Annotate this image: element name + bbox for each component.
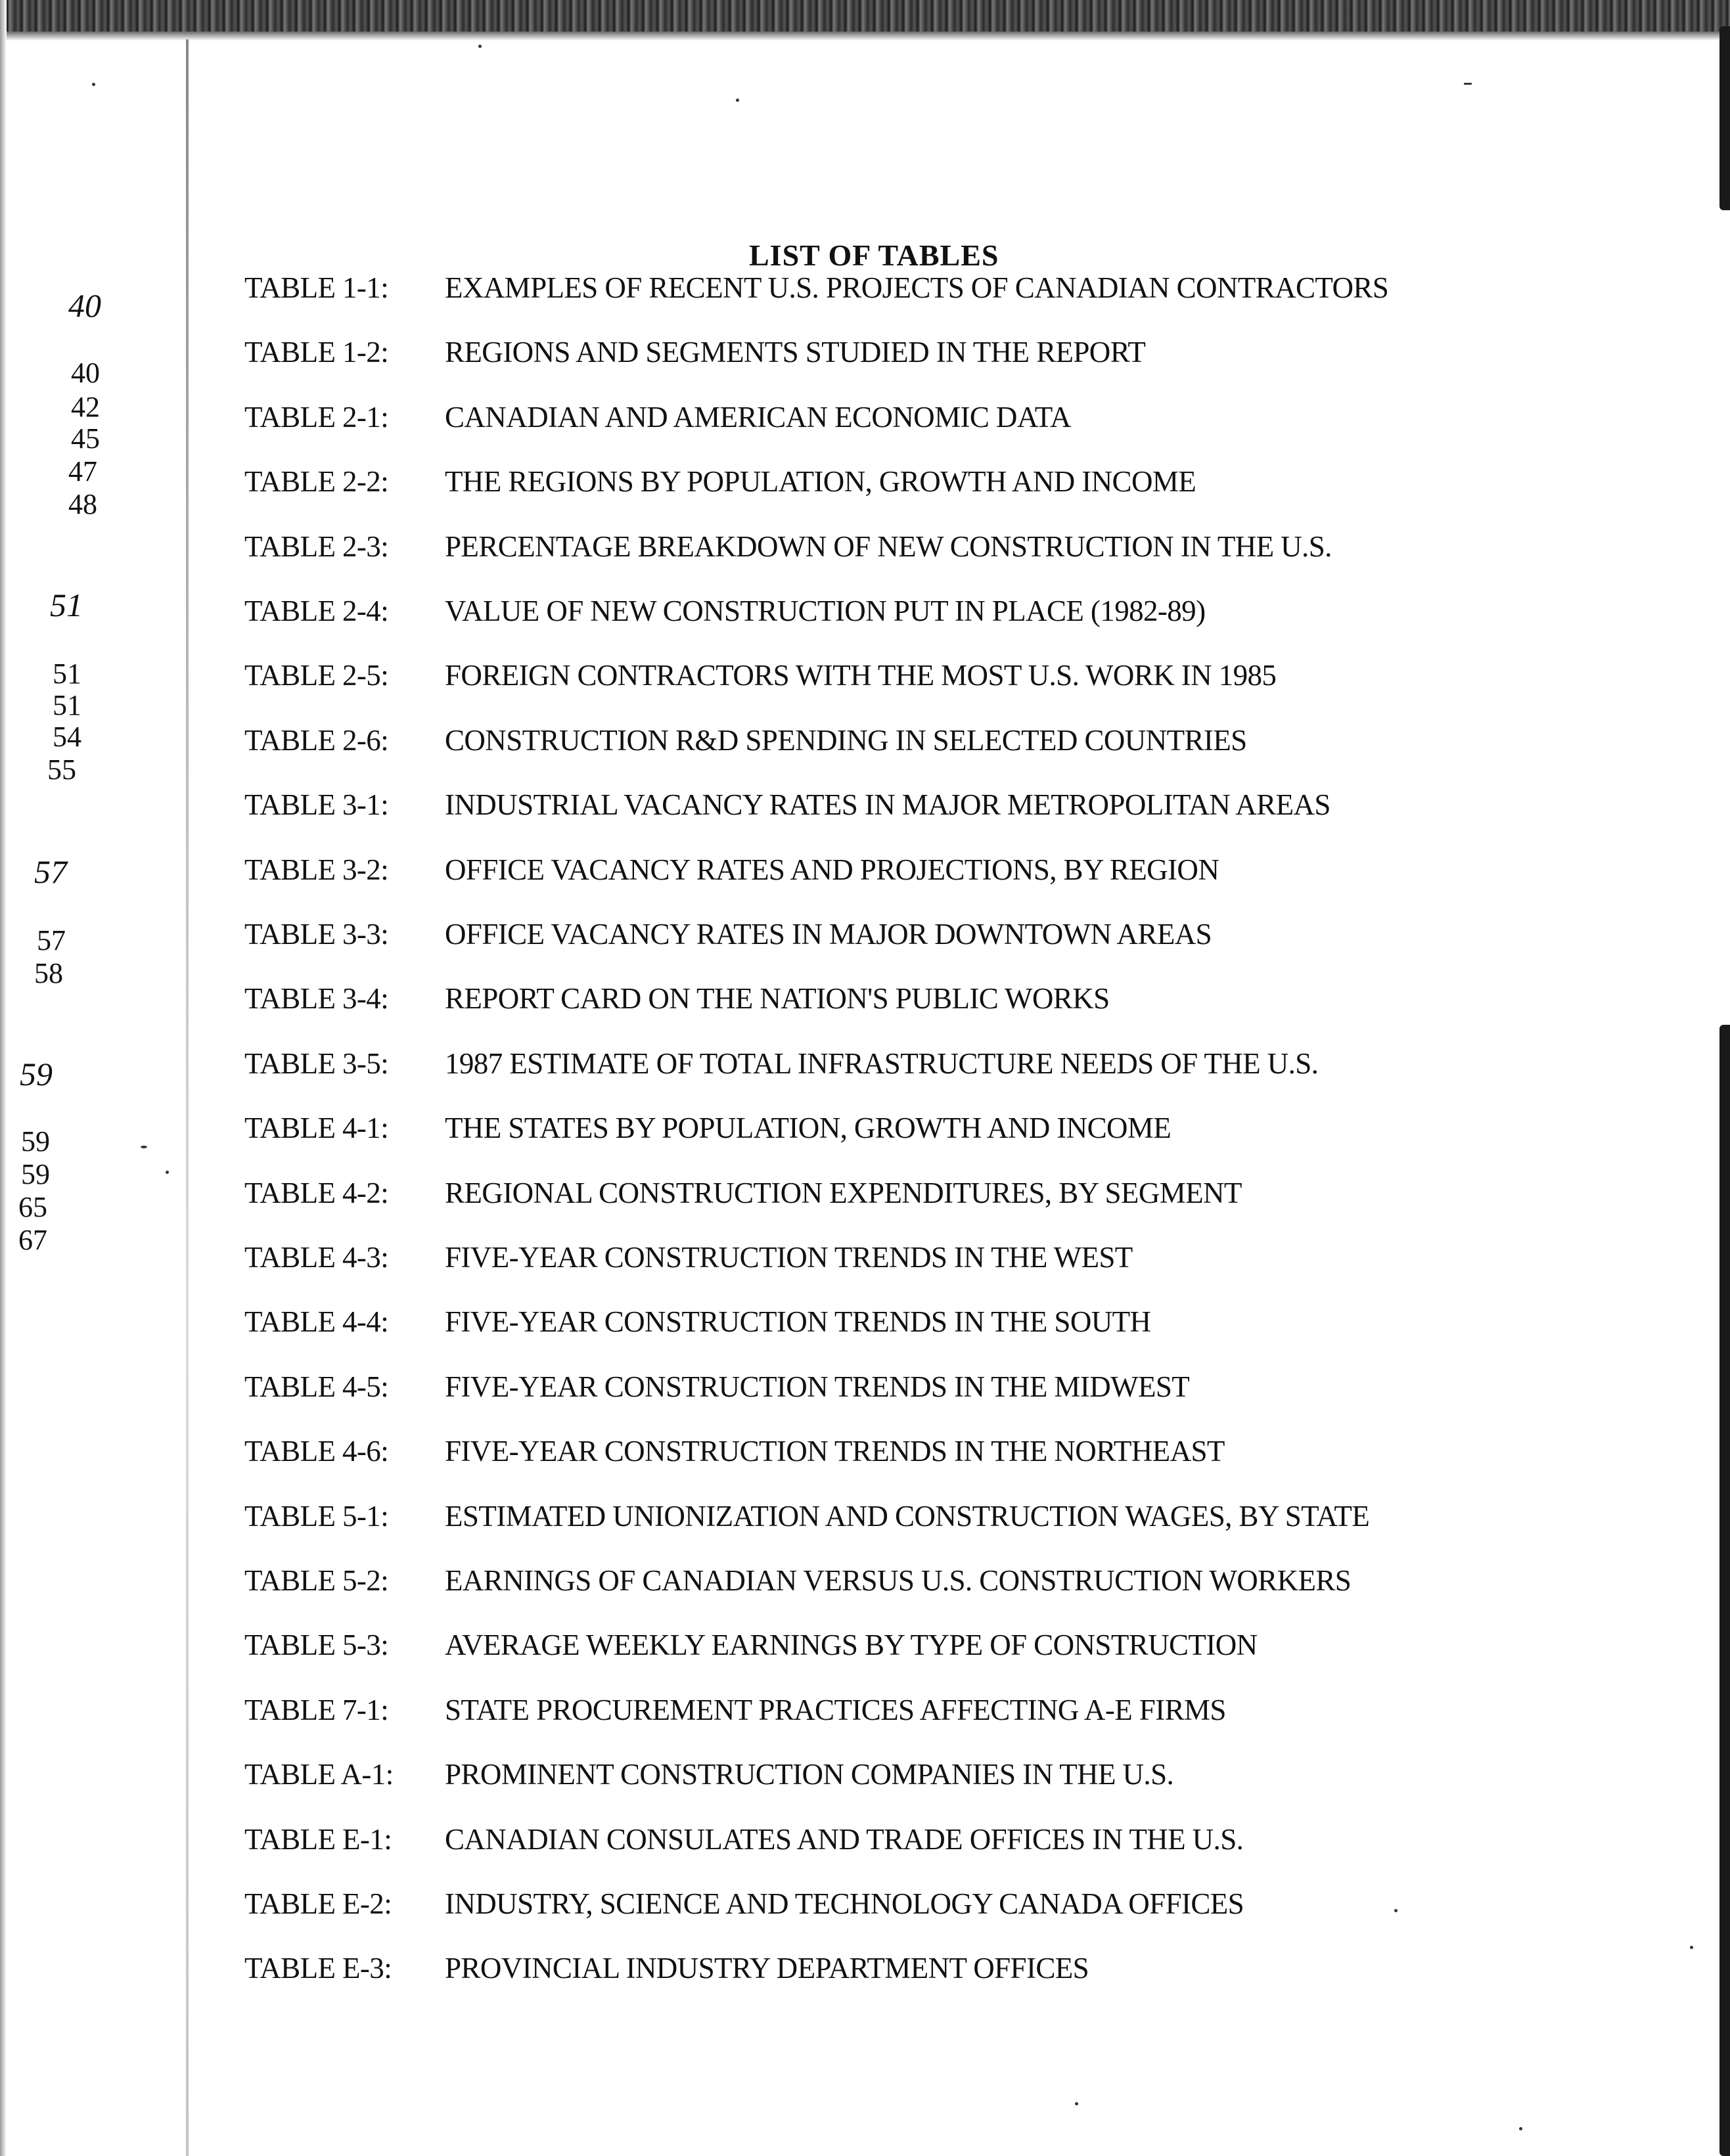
scan-speck (478, 45, 482, 48)
table-list-item (244, 1692, 1226, 1728)
margin-page-number: 42 (71, 391, 100, 423)
table-list-item (244, 722, 1247, 759)
table-title: 1987 ESTIMATE OF TOTAL INFRASTRUCTURE NEEDS OF THE U.S. (445, 1047, 1319, 1080)
table-list-item (244, 528, 1332, 565)
table-number: TABLE 1-2: (244, 336, 389, 369)
table-number: TABLE 1-1: (244, 271, 389, 304)
scan-speck (1394, 1909, 1398, 1912)
margin-page-number: 57 (34, 853, 67, 890)
table-list-item (244, 463, 1196, 500)
scan-right-edge-lower (1719, 1025, 1730, 2156)
table-title: EARNINGS OF CANADIAN VERSUS U.S. CONSTRUCTION WORKERS (445, 1564, 1352, 1597)
table-title: REGIONAL CONSTRUCTION EXPENDITURES, BY SEGMENT (445, 1177, 1242, 1209)
table-title: STATE PROCUREMENT PRACTICES AFFECTING A-E FIRMS (445, 1694, 1226, 1726)
table-number: TABLE 3-3: (244, 918, 389, 951)
margin-page-number: 40 (68, 287, 101, 324)
table-list-item (244, 786, 1331, 823)
table-list-item (244, 1239, 1133, 1276)
table-number: TABLE 5-3: (244, 1628, 389, 1661)
table-number: TABLE 2-2: (244, 465, 389, 498)
table-list-item (244, 1950, 1089, 1987)
table-number: TABLE 3-1: (244, 788, 389, 821)
table-list-item (244, 980, 1110, 1017)
table-list-item (244, 851, 1219, 888)
margin-page-number: 59 (21, 1158, 50, 1190)
margin-page-number: 54 (53, 721, 81, 753)
margin-page-number: 65 (18, 1191, 47, 1223)
table-number: TABLE 2-6: (244, 724, 389, 757)
table-title: VALUE OF NEW CONSTRUCTION PUT IN PLACE (1982-89) (445, 595, 1206, 627)
scan-speck (1464, 83, 1472, 85)
margin-page-number: 67 (18, 1224, 47, 1256)
table-list-item (244, 1627, 1258, 1663)
table-list-item (244, 1175, 1242, 1211)
table-title: ESTIMATED UNIONIZATION AND CONSTRUCTION WAGES, BY STATE (445, 1500, 1370, 1533)
table-list-item (244, 1756, 1173, 1793)
margin-page-number: 51 (50, 587, 83, 623)
table-title: OFFICE VACANCY RATES AND PROJECTIONS, BY REGION (445, 853, 1219, 886)
margin-page-number: 45 (71, 422, 100, 455)
table-number: TABLE 2-3: (244, 530, 389, 563)
margin-page-number: 47 (68, 455, 97, 487)
scan-right-edge-upper (1719, 26, 1730, 210)
table-number: TABLE 4-2: (244, 1177, 389, 1209)
table-title: EXAMPLES OF RECENT U.S. PROJECTS OF CANADIAN CONTRACTORS (445, 271, 1389, 304)
scan-left-edge (0, 0, 7, 2156)
margin-page-number: 51 (53, 689, 81, 721)
table-title: PROVINCIAL INDUSTRY DEPARTMENT OFFICES (445, 1952, 1089, 1985)
table-title: AVERAGE WEEKLY EARNINGS BY TYPE OF CONSTRUCTION (445, 1628, 1258, 1661)
table-number: TABLE 4-3: (244, 1241, 389, 1274)
table-title: THE REGIONS BY POPULATION, GROWTH AND INCOME (445, 465, 1196, 498)
margin-page-number: 57 (37, 924, 66, 956)
table-title: PROMINENT CONSTRUCTION COMPANIES IN THE U.S. (445, 1758, 1174, 1791)
table-list-item (244, 1303, 1150, 1340)
table-list-item (244, 1433, 1225, 1470)
table-list-item (244, 1498, 1369, 1535)
table-title: INDUSTRY, SCIENCE AND TECHNOLOGY CANADA OFFICES (445, 1887, 1244, 1920)
margin-page-number: 59 (21, 1125, 50, 1157)
page-fold-line (186, 39, 189, 2156)
margin-page-number: 59 (20, 1056, 53, 1092)
table-list-item (244, 399, 1071, 436)
margin-page-number: 48 (68, 488, 97, 520)
table-title: FIVE-YEAR CONSTRUCTION TRENDS IN THE SOUTH (445, 1305, 1151, 1338)
table-number: TABLE 5-1: (244, 1500, 389, 1533)
table-title: CONSTRUCTION R&D SPENDING IN SELECTED COUNTRIES (445, 724, 1247, 757)
scan-speck (141, 1146, 147, 1148)
table-list-item (244, 657, 1276, 694)
table-list-item (244, 1368, 1189, 1405)
scan-speck (736, 99, 739, 102)
page-title: LIST OF TABLES (749, 238, 999, 272)
table-list-item (244, 1562, 1351, 1599)
table-number: TABLE 3-2: (244, 853, 389, 886)
table-number: TABLE 2-1: (244, 401, 389, 434)
margin-page-number: 40 (71, 357, 100, 389)
table-number: TABLE A-1: (244, 1758, 394, 1791)
table-number: TABLE 3-5: (244, 1047, 389, 1080)
table-number: TABLE E-2: (244, 1887, 392, 1920)
table-title: CANADIAN CONSULATES AND TRADE OFFICES IN THE U.S. (445, 1823, 1244, 1856)
table-list-item (244, 916, 1212, 953)
table-number: TABLE 4-4: (244, 1305, 389, 1338)
scan-speck (92, 83, 95, 86)
table-number: TABLE 4-1: (244, 1112, 389, 1144)
scan-top-shadow (0, 32, 1730, 41)
table-title: FIVE-YEAR CONSTRUCTION TRENDS IN THE WEST (445, 1241, 1133, 1274)
table-title: FIVE-YEAR CONSTRUCTION TRENDS IN THE NORTHEAST (445, 1435, 1225, 1468)
table-title: FIVE-YEAR CONSTRUCTION TRENDS IN THE MIDWEST (445, 1370, 1190, 1403)
table-list-item (244, 1110, 1171, 1146)
table-title: THE STATES BY POPULATION, GROWTH AND INCOME (445, 1112, 1172, 1144)
table-title: CANADIAN AND AMERICAN ECONOMIC DATA (445, 401, 1071, 434)
table-title: INDUSTRIAL VACANCY RATES IN MAJOR METROPOLITAN AREAS (445, 788, 1331, 821)
scan-speck (166, 1171, 169, 1174)
table-title: REPORT CARD ON THE NATION'S PUBLIC WORKS (445, 982, 1110, 1015)
table-title: OFFICE VACANCY RATES IN MAJOR DOWNTOWN AREAS (445, 918, 1212, 951)
scan-top-border (0, 0, 1730, 32)
table-number: TABLE 2-4: (244, 595, 389, 627)
table-list-item (244, 593, 1205, 629)
table-number: TABLE 4-5: (244, 1370, 389, 1403)
table-title: REGIONS AND SEGMENTS STUDIED IN THE REPORT (445, 336, 1146, 369)
table-list-item (244, 1045, 1318, 1082)
table-number: TABLE 3-4: (244, 982, 389, 1015)
table-list-item (244, 269, 1388, 306)
table-title: PERCENTAGE BREAKDOWN OF NEW CONSTRUCTION IN THE U.S. (445, 530, 1332, 563)
scan-speck (1075, 2102, 1078, 2105)
table-number: TABLE E-1: (244, 1823, 392, 1856)
scan-speck (1690, 1946, 1693, 1949)
table-number: TABLE E-3: (244, 1952, 392, 1985)
table-number: TABLE 2-5: (244, 659, 389, 692)
margin-page-number: 55 (47, 753, 76, 786)
table-number: TABLE 7-1: (244, 1694, 389, 1726)
margin-page-number: 51 (53, 658, 81, 690)
table-number: TABLE 5-2: (244, 1564, 389, 1597)
table-number: TABLE 4-6: (244, 1435, 389, 1468)
table-list-item (244, 334, 1145, 371)
table-list-item (244, 1885, 1244, 1922)
margin-page-number: 58 (34, 957, 63, 989)
scan-speck (1519, 2127, 1522, 2130)
table-title: FOREIGN CONTRACTORS WITH THE MOST U.S. WORK IN 1985 (445, 659, 1277, 692)
table-list-item (244, 1821, 1243, 1858)
